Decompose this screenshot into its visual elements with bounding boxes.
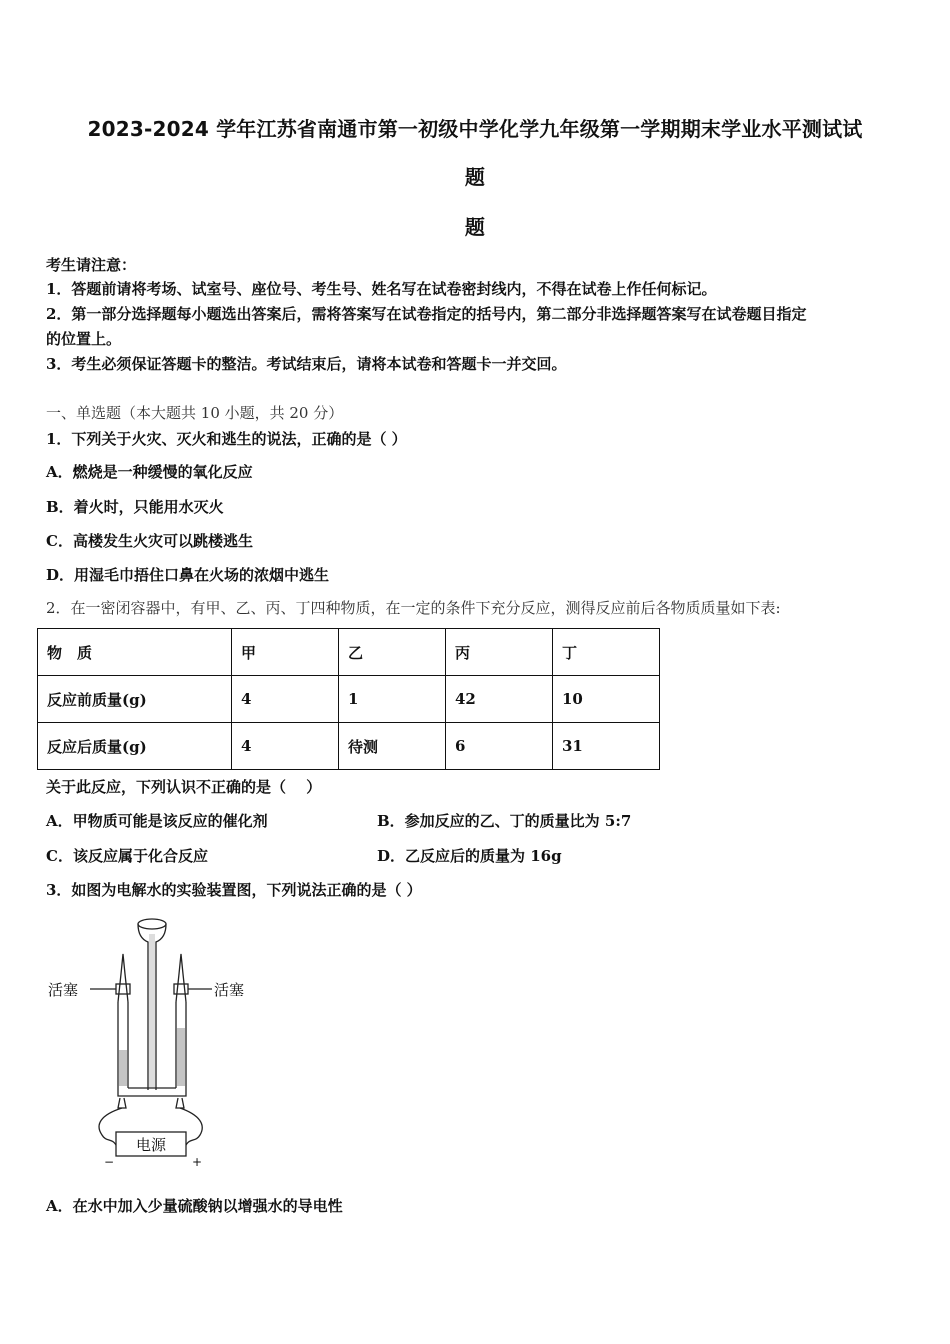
q2-option-c: C．该反应属于化合反应 xyxy=(46,847,208,865)
q1-stem: 1．下列关于火灾、灭火和逃生的说法，正确的是（ ） xyxy=(46,430,407,448)
q2-option-a: A．甲物质可能是该反应的催化剂 xyxy=(46,812,268,830)
table-cell: 4 xyxy=(232,676,339,723)
exam-title-line2: 题 xyxy=(464,165,486,189)
table-cell: 1 xyxy=(339,676,446,723)
notice-item-2-line2: 的位置上。 xyxy=(46,330,122,348)
section-heading: 一、单选题（本大题共 10 小题，共 20 分） xyxy=(46,404,344,422)
notice-item-3: 3．考生必须保证答题卡的整洁。考试结束后，请将本试卷和答题卡一并交回。 xyxy=(46,355,567,373)
q2-option-b: B．参加反应的乙、丁的质量比为 5:7 xyxy=(377,812,632,830)
table-cell: 丁 xyxy=(553,629,660,676)
exam-title-line1: 2023-2024 学年江苏省南通市第一初级中学化学九年级第一学期期末学业水平测试试 xyxy=(87,117,863,141)
plus-terminal-label: + xyxy=(192,1155,203,1169)
mass-table xyxy=(37,628,660,770)
exam-title-line3: 题 xyxy=(464,215,486,239)
q1-option-b: B．着火时，只能用水灭火 xyxy=(46,498,224,516)
table-cell: 10 xyxy=(553,676,660,723)
table-cell: 6 xyxy=(446,723,553,770)
stopcock-label-left: 活塞 xyxy=(48,981,79,999)
table-row xyxy=(38,629,660,676)
table-cell: 物 质 xyxy=(38,629,232,676)
q2-question: 关于此反应，下列认识不正确的是（ ） xyxy=(46,778,322,796)
power-source-label: 电源 xyxy=(136,1136,167,1154)
q3-option-a: A．在水中加入少量硫酸钠以增强水的导电性 xyxy=(46,1197,343,1215)
table-cell: 丙 xyxy=(446,629,553,676)
table-cell: 42 xyxy=(446,676,553,723)
table-cell: 4 xyxy=(232,723,339,770)
table-cell: 反应后质量(g) xyxy=(38,723,232,770)
minus-terminal-label: − xyxy=(104,1155,115,1169)
table-cell: 乙 xyxy=(339,629,446,676)
electrolysis-apparatus-figure xyxy=(40,910,270,1170)
q2-option-d: D．乙反应后的质量为 16g xyxy=(377,847,562,865)
q1-option-d: D．用湿毛巾捂住口鼻在火场的浓烟中逃生 xyxy=(46,566,330,584)
notice-item-2-line1: 2．第一部分选择题每小题选出答案后，需将答案写在试卷指定的括号内，第二部分非选择题答案写在试卷题目指定 xyxy=(46,305,807,323)
q1-option-c: C．高楼发生火灾可以跳楼逃生 xyxy=(46,532,253,550)
notice-item-1: 1．答题前请将考场、试室号、座位号、考生号、姓名写在试卷密封线内，不得在试卷上作任何标记。 xyxy=(46,280,717,298)
table-cell: 反应前质量(g) xyxy=(38,676,232,723)
stopcock-label-right: 活塞 xyxy=(214,981,245,999)
q3-stem: 3．如图为电解水的实验装置图，下列说法正确的是（ ） xyxy=(46,881,422,899)
table-row xyxy=(38,723,660,770)
table-cell: 31 xyxy=(553,723,660,770)
q2-stem: 2．在一密闭容器中，有甲、乙、丙、丁四种物质，在一定的条件下充分反应，测得反应前后各物质质量如下表: xyxy=(46,599,781,617)
q1-option-a: A．燃烧是一种缓慢的氧化反应 xyxy=(46,463,253,481)
notice-heading: 考生请注意： xyxy=(46,256,137,274)
table-cell: 待测 xyxy=(339,723,446,770)
table-row xyxy=(38,676,660,723)
table-cell: 甲 xyxy=(232,629,339,676)
